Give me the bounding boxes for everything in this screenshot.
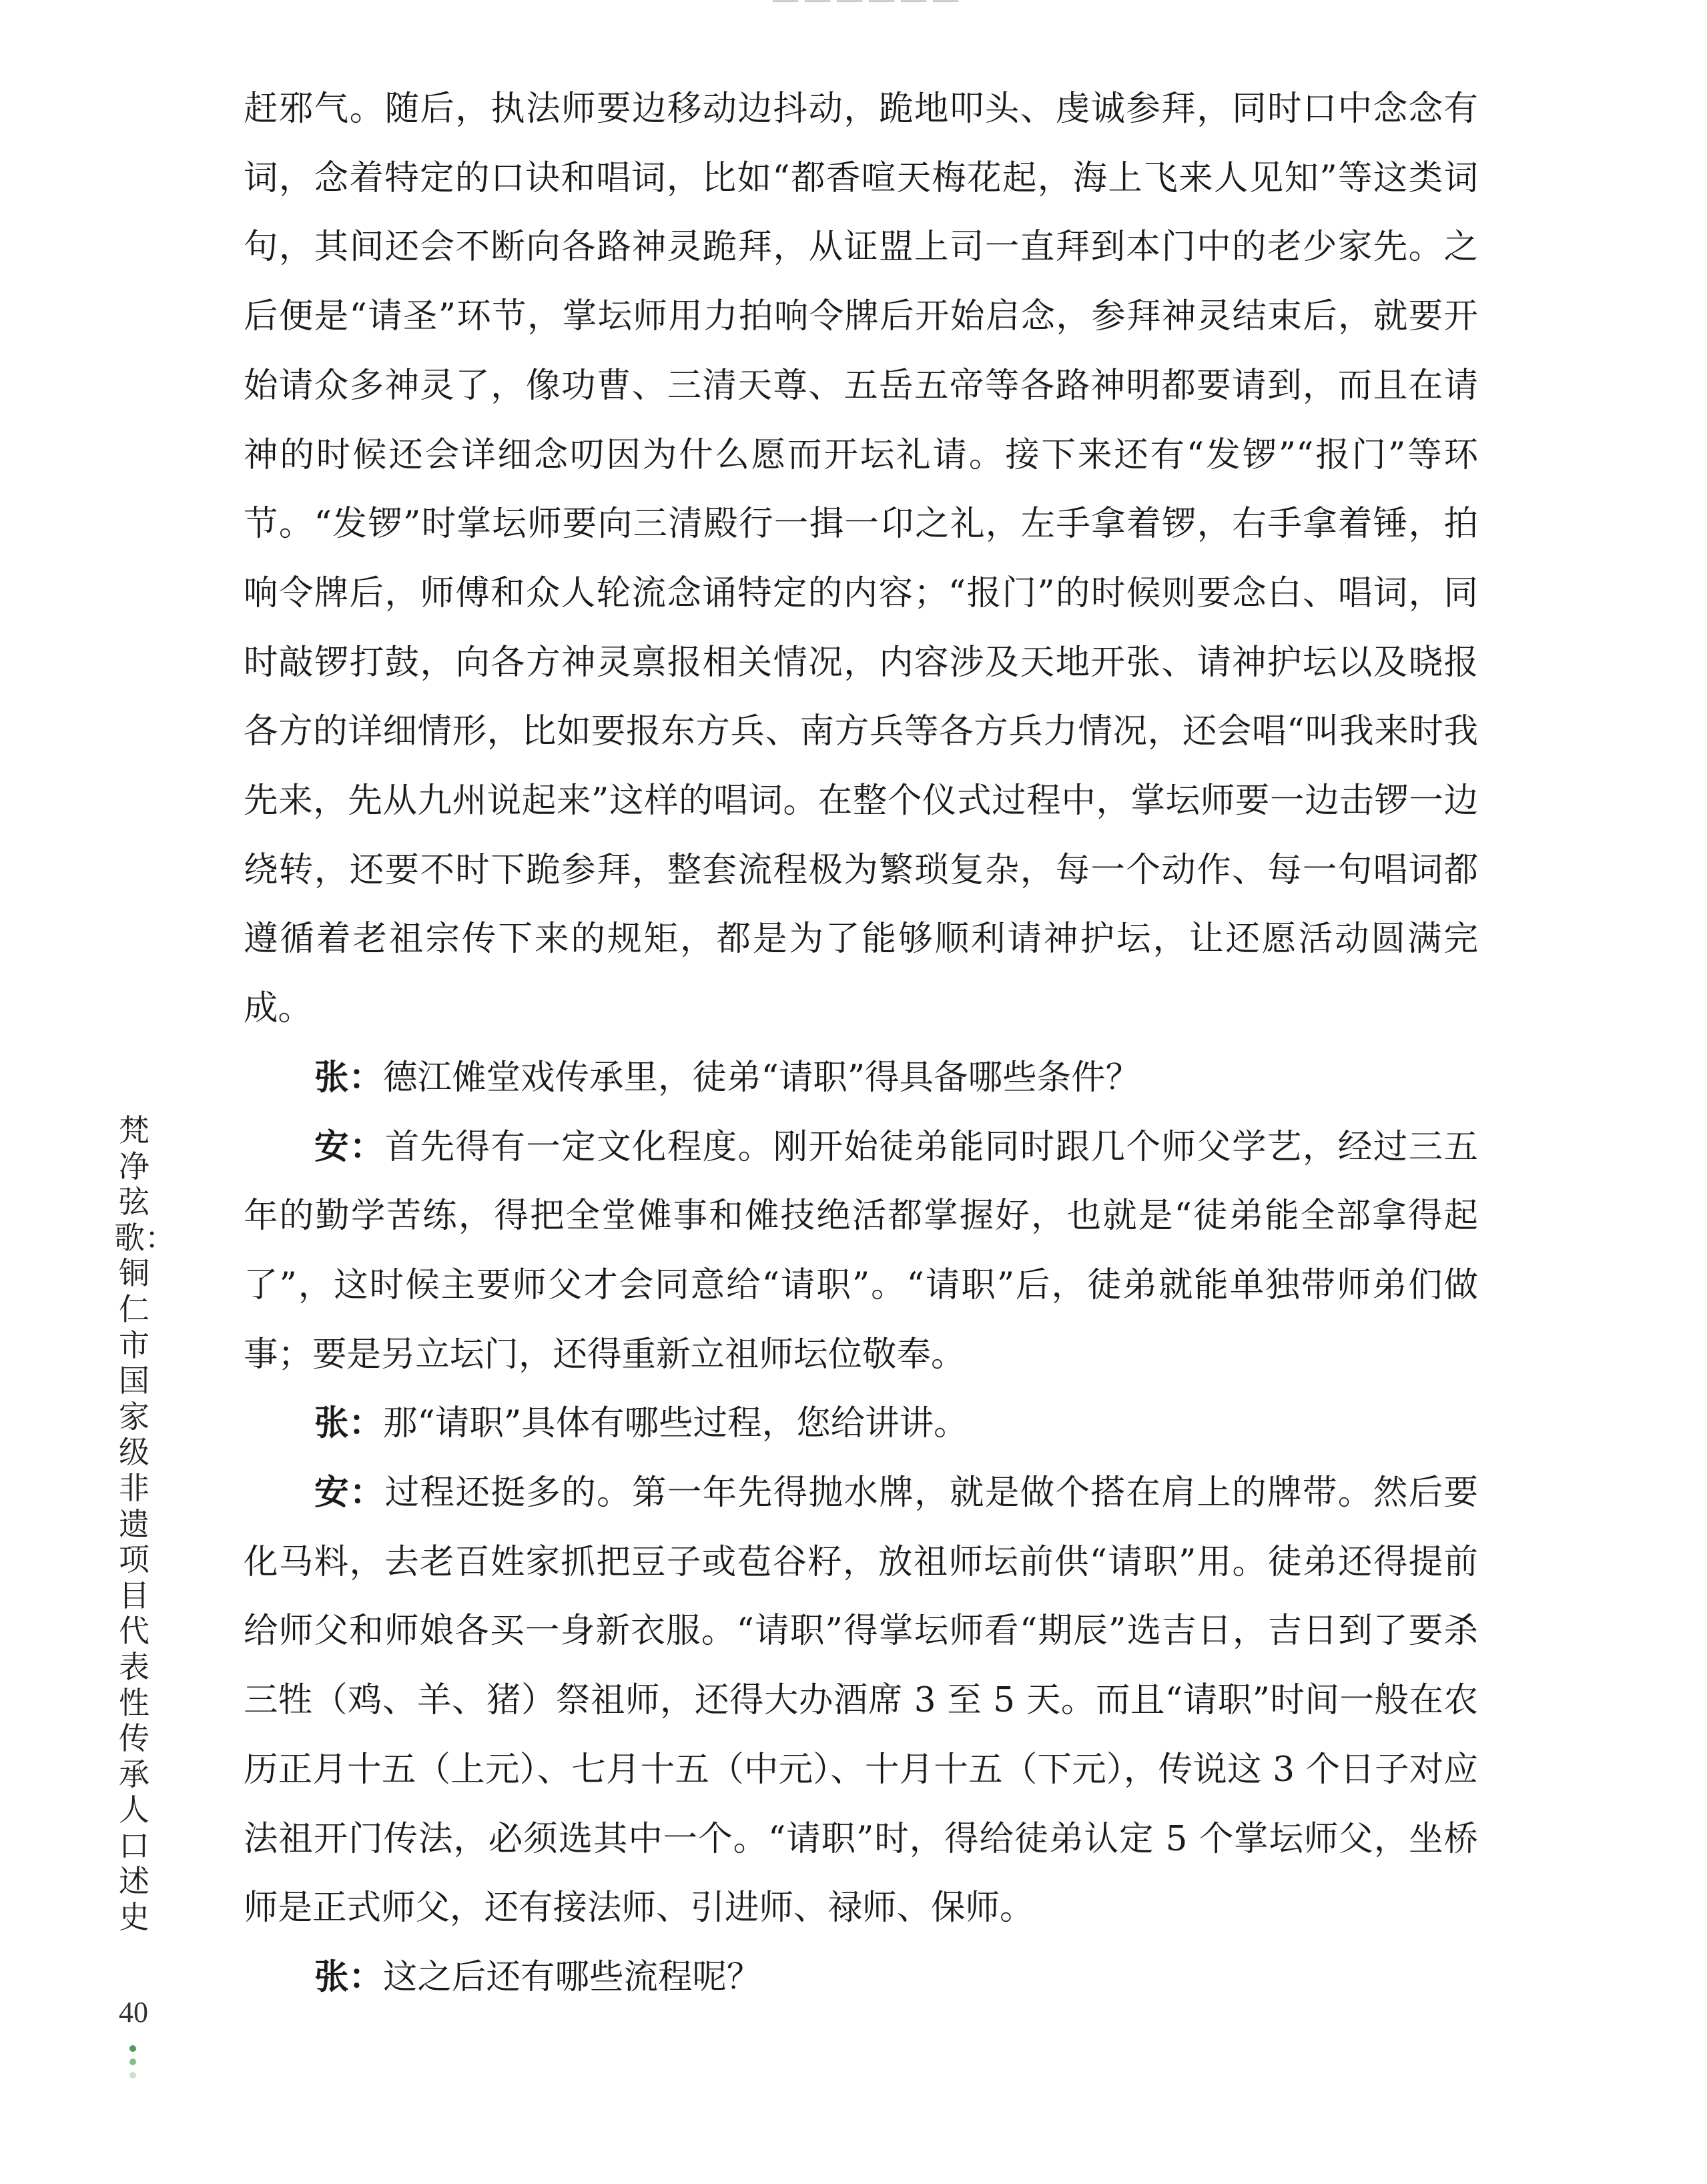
dialogue-text: 首先得有一定文化程度。刚开始徒弟能同时跟几个师父学艺，经过三五年的勤学苦练，得把全堂傩事和傩技绝活都掌握好，也就是“徒弟能全部拿得起了”，这时候主要师父才会同意给“请职”。“请职”后，徒弟就能单独带师弟们做事；要是另立坛门，还得重新立祖师坛位敬奉。 — [244, 1126, 1478, 1375]
decorative-dots — [126, 2045, 139, 2085]
dialogue-question — [244, 1044, 1478, 1113]
dialogue-answer — [244, 1113, 1478, 1390]
speaker-label: 张： — [314, 1956, 384, 1997]
dialogue-answer — [244, 1459, 1478, 1943]
dialogue-text: 过程还挺多的。第一年先得抛水牌，就是做个搭在肩上的牌带。然后要化马料，去老百姓家抓把豆子或苞谷籽，放祖师坛前供“请职”用。徒弟还得提前给师父和师娘各买一身新衣服。“请职”得掌坛师看“期辰”选吉日，吉日到了要杀三牲（鸡、羊、猪）祭祖师，还得大办酒席 3 至 5 天。而且“请职”时间一般在农历正月十五（上元）、七月十五（中元）、十月十五（下元），传说这 3 个日子对应法祖开门传法，必须选其中一个。“请职”时，得给徒弟认定 5 个掌坛师父，坐桥师是正式师父，还有接法师、引进师、禄师、保师。 — [244, 1473, 1478, 1928]
speaker-label: 安： — [314, 1473, 385, 1513]
body-text — [244, 75, 1478, 2013]
vertical-book-title: 梵净弦歌：铜仁市国家级非遗项目代表性传承人口述史 — [114, 1112, 176, 1936]
page-number: 40 — [119, 1996, 148, 2029]
dialogue-text: 德江傩堂戏传承里，徒弟“请职”得具备哪些条件？ — [383, 1057, 1140, 1098]
dot-icon — [129, 2059, 136, 2065]
paragraph-continued: 赶邪气。随后，执法师要边移动边抖动，跪地叩头、虔诚参拜，同时口中念念有词，念着特定的口诀和唱词，比如“都香喧天梅花起，海上飞来人见知”等这类词句，其间还会不断向各路神灵跪拜，从证盟上司一直拜到本门中的老少家先。之后便是“请圣”环节，掌坛师用力拍响令牌后开始启念，参拜神灵结束后，就要开始请众多神灵了，像功曹、三清天尊、五岳五帝等各路神明都要请到，而且在请神的时候还会详细念叨因为什么愿而开坛礼请。接下来还有“发锣”“报门”等环节。“发锣”时掌坛师要向三清殿行一揖一卬之礼，左手拿着锣，右手拿着锤，拍响令牌后，师傅和众人轮流念诵特定的内容；“报门”的时候则要念白、唱词，同时敲锣打鼓，向各方神灵禀报相关情况，内容涉及天地开张、请神护坛以及晓报各方的详细情形，比如要报东方兵、南方兵等各方兵力情况，还会唱“叫我来时我先来，先从九州说起来”这样的唱词。在整个仪式过程中，掌坛师要一边击锣一边绕转，还要不时下跪参拜，整套流程极为繁琐复杂，每一个动作、每一句唱词都遵循着老祖宗传下来的规矩，都是为了能够顺利请神护坛，让还愿活动圆满完成。 — [244, 89, 1478, 1029]
dot-icon — [129, 2045, 136, 2052]
dialogue-question — [244, 1943, 1478, 2013]
dialogue-text: 那“请职”具体有哪些过程，您给讲讲。 — [383, 1403, 968, 1444]
running-header — [701, 0, 1034, 3]
dialogue-question — [244, 1389, 1478, 1459]
dot-icon — [129, 2072, 136, 2079]
speaker-label: 张： — [314, 1403, 384, 1444]
dialogue-text: 这之后还有哪些流程呢？ — [383, 1956, 761, 1997]
speaker-label: 张： — [314, 1057, 384, 1098]
speaker-label: 安： — [314, 1126, 385, 1167]
